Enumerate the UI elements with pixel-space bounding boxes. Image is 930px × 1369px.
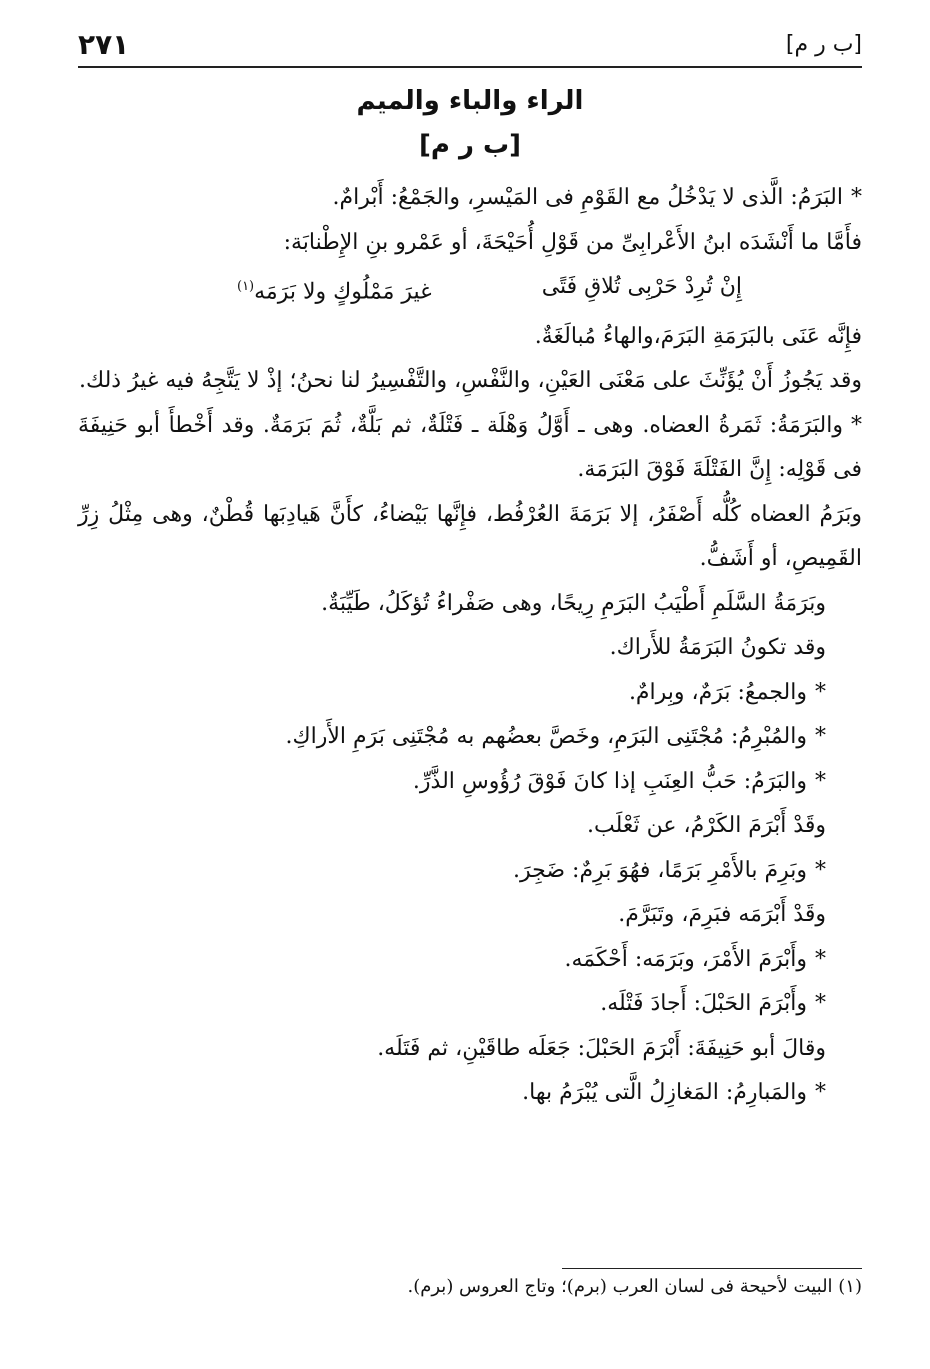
header-divider: [78, 66, 862, 68]
paragraph-text: وقالَ أبو حَنِيفَةَ: أَبْرَمَ الحَبْلَ: جَعَلَه طاقَيْنِ، ثم فَتَلَه.: [377, 1035, 826, 1061]
paragraph: [78, 1071, 862, 1116]
paragraph: [78, 893, 862, 938]
root-title: [ب ر م]: [418, 130, 522, 160]
verse-second-hemistich: [237, 265, 432, 315]
verse-first-hemistich: إِنْ تُرِدْ حَرْبِى تُلاقِ فَتًى: [541, 274, 742, 299]
footnote: (١) البيت لأحيحة فى لسان العرب (برم)؛ وتاج العروس (برم).: [407, 1276, 862, 1297]
header-root: [ب ر م]: [785, 32, 862, 57]
page-number: ٢٧١: [78, 28, 130, 61]
paragraph-text: والبَرَمُ: حَبُّ العِنَبِ إذا كانَ فَوْقَ رُؤُوسِ الذَّرِّ.: [412, 768, 807, 794]
paragraph-text: وأَبْرَمَ الحَبْلَ: أَجادَ فَتْلَه.: [600, 991, 807, 1017]
paragraph-text: والبَرَمَةُ: ثَمَرةُ العضاه. وهى ـ أَوَّلُ وَهْلَة ـ فَتْلَةٌ، ثم بَلَّةٌ، ثُمَ بَرَمَةٌ. وقد أَخْطأَ أبو حَنِيفَةَ فى قَوْلِه: إِنَّ الفَتْلَةَ فَوْقَ البَرَمَة.: [78, 412, 862, 483]
titles: [78, 86, 862, 160]
paragraph-text: والمَبارِمُ: المَغازِلُ الَّتى يُبْرَمُ بها.: [522, 1080, 807, 1106]
paragraph-text: وأَبْرَمَ الأَمْرَ، وبَرَمَه: أَحْكَمَه.: [564, 946, 807, 972]
paragraph-text: فأَمَّا ما أَنْشَدَه ابنُ الأَعْرابِىِّ من قَوْلِ أُحَيْحَةَ، أو عَمْرو بنِ الإِطْنابَة:: [283, 229, 862, 255]
entry-body: [78, 176, 862, 1116]
paragraph-text: وبَرِمَ بالأَمْرِ بَرَمًا، فهُوَ بَرِمٌ: ضَجِرَ.: [513, 857, 807, 883]
paragraph-text: وقَدْ أَبْرَمَه فبَرِمَ، وتَبَرَّمَ.: [618, 902, 826, 928]
paragraph: [78, 176, 862, 221]
entry-star: *: [851, 185, 862, 210]
paragraph-text: البَرَمُ: الَّذى لا يَدْخُلُ مع القَوْمِ فى المَيْسرِ، والجَمْعُ: أَبْرامٌ.: [332, 185, 843, 210]
paragraph-text: وقد يَجُوزُ أَنْ يُؤَنِّثَ على مَعْنَى العَيْنِ، والنَّفْسِ، والتَّفْسِيرُ لنا نحنُ؛ إذْ لا يَتَّجِهُ فيه غيرُ ذلك.: [79, 368, 862, 394]
paragraph: [78, 359, 862, 404]
paragraph-text: والمُبْرِمُ: مُجْتَنِى البَرَمِ، وخَصَّ بعضُهم به مُجْتَنِى بَرَمِ الأَراكِ.: [285, 724, 807, 750]
entry-star: *: [815, 1080, 826, 1106]
entry-star: *: [815, 991, 826, 1017]
entry-star: *: [815, 724, 826, 750]
entry-star: *: [815, 857, 826, 883]
paragraph: [78, 938, 862, 983]
paragraph: [78, 715, 862, 760]
section-title: الراء والباء والميم: [356, 86, 584, 116]
paragraph: [78, 582, 862, 627]
paragraph-text: والجمعُ: بَرَمٌ، وبِرامٌ.: [628, 679, 807, 705]
paragraph: [78, 493, 862, 582]
verse-second-text: غيرَ مَمْلُوكٍ ولا بَرَمَه: [254, 279, 432, 305]
paragraph: [78, 849, 862, 894]
paragraph-text: وبَرَمَةُ السَّلَمِ أَطْيَبُ البَرَمِ رِيحًا، وهى صَفْراءُ تُؤكَلُ، طَيِّبَةٌ.: [321, 590, 826, 616]
paragraph: [78, 760, 862, 805]
paragraph: [78, 404, 862, 493]
page-header: [78, 28, 862, 62]
entry-star: *: [815, 946, 826, 972]
footnote-marker: (١): [236, 279, 255, 294]
paragraph-text: وبَرَمُ العضاه كُلُّه أَصْفَرُ، إلا بَرَمَةَ العُرْفُط، فإِنَّها بَيْضاءُ، كأَنَّ هَيادِبَها قُطْنٌ، وهى مِثْلُ زِرِّ القَمِيصِ، أو أَشَفُّ.: [78, 501, 862, 572]
paragraph-text: وقد تكونُ البَرَمَةُ للأَراك.: [609, 635, 826, 661]
paragraph-text: وقَدْ أَبْرَمَ الكَرْمُ، عن ثَعْلَب.: [587, 813, 826, 839]
entry-star: *: [815, 679, 826, 705]
verse-line: [78, 265, 862, 315]
paragraph: [78, 804, 862, 849]
footnote-divider: [562, 1268, 862, 1269]
paragraph-text: فإِنَّه عَنَى بالبَرَمَةِ البَرَمَ،والهاءُ مُبالَغَةٌ.: [534, 323, 862, 349]
paragraph: [78, 1027, 862, 1072]
paragraph: [78, 982, 862, 1027]
paragraph: [78, 315, 862, 360]
paragraph: [78, 671, 862, 716]
entry-star: *: [851, 412, 862, 438]
entry-star: *: [815, 768, 826, 794]
paragraph: [78, 626, 862, 671]
paragraph: [78, 221, 862, 266]
